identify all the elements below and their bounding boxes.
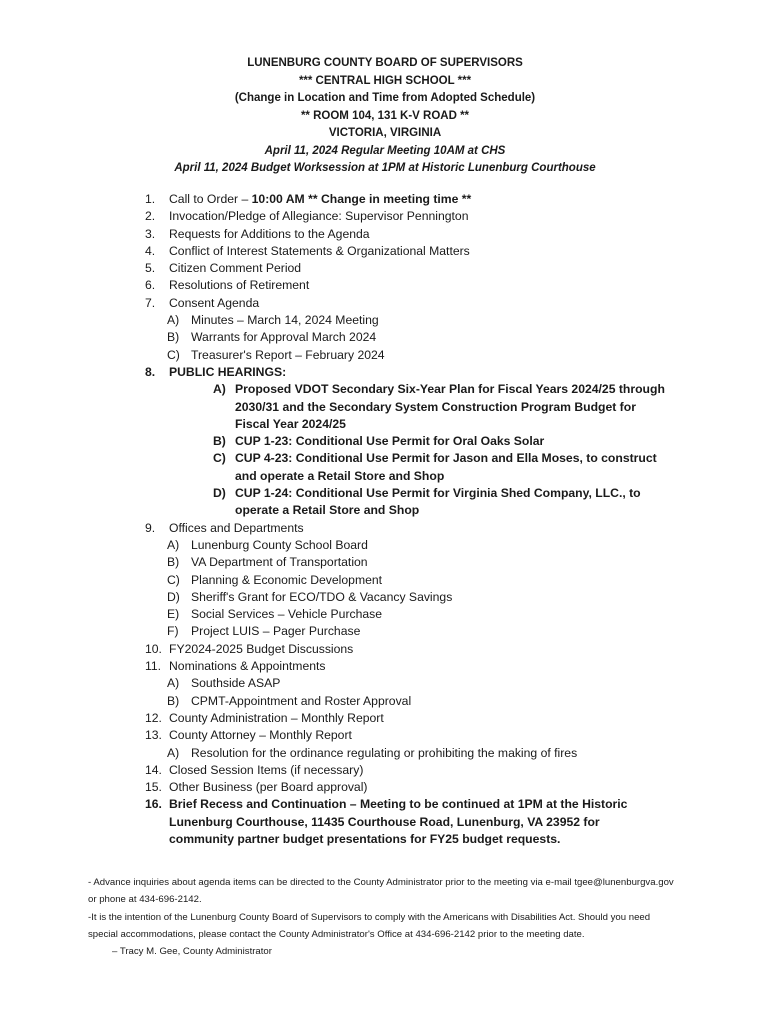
item-text: County Administration – Monthly Report [169, 710, 384, 725]
sub-item-text: CUP 1-24: Conditional Use Permit for Virginia Shed Company, LLC., to operate a Retail Store and Shop [235, 486, 641, 518]
sub-item [145, 485, 665, 520]
sub-item [145, 693, 665, 710]
sub-item [145, 745, 665, 762]
sub-item-text: VA Department of Transportation [191, 555, 368, 570]
sub-item-text: CUP 4-23: Conditional Use Permit for Jason and Ella Moses, to construct and operate a Retail Store and Shop [235, 451, 657, 483]
agenda-item [145, 727, 665, 744]
item-number: 7. [145, 295, 156, 310]
sub-item-letter: B) [167, 693, 180, 708]
sub-item-letter: B) [213, 434, 226, 449]
item-number: 4. [145, 243, 156, 258]
item-number: 11. [145, 659, 162, 674]
item-text: Resolutions of Retirement [169, 278, 310, 293]
sub-item [145, 675, 665, 692]
sub-item-letter: C) [213, 451, 226, 466]
item-number: 5. [145, 261, 156, 276]
item-text: Other Business (per Board approval) [169, 780, 368, 795]
sub-item-text: Sheriff's Grant for ECO/TDO & Vacancy Savings [191, 589, 453, 604]
agenda-item [145, 277, 665, 294]
sub-item-text: Resolution for the ordinance regulating or prohibiting the making of fires [191, 745, 578, 760]
agenda-item [145, 191, 665, 208]
room-address: ** ROOM 104, 131 K-V ROAD ** [300, 109, 470, 122]
sub-item-text: Project LUIS – Pager Purchase [191, 624, 361, 639]
agenda-item [145, 260, 665, 277]
sub-item [145, 329, 665, 346]
sub-item-letter: E) [167, 607, 180, 622]
item-number: 6. [145, 278, 156, 293]
sub-item-text: Minutes – March 14, 2024 Meeting [191, 313, 379, 328]
agenda-item [145, 641, 665, 658]
sub-item [145, 572, 665, 589]
item-text: Brief Recess and Continuation – Meeting to be continued at 1PM at the Historic Lunenburg Courthouse, 11435 Courthouse Road, Lunenburg, VA 23952 for community partner budget presentations for FY25 budget requests. [169, 797, 628, 846]
agenda-item [145, 796, 665, 848]
sub-item-text: Lunenburg County School Board [191, 537, 368, 552]
sub-item-letter: B) [167, 555, 180, 570]
item-number: 8. [145, 364, 156, 379]
sub-item [145, 381, 665, 433]
sub-item [145, 347, 665, 364]
item-number: 2. [145, 209, 156, 224]
sub-item-letter: A) [167, 676, 180, 691]
sub-item-text: CPMT-Appointment and Roster Approval [191, 693, 412, 708]
sub-item-letter: A) [167, 537, 180, 552]
change-notice: (Change in Location and Time from Adopted Schedule) [234, 92, 536, 104]
item-number: 9. [145, 520, 156, 535]
board-title: LUNENBURG COUNTY BOARD OF SUPERVISORS [247, 57, 523, 69]
sub-item-letter: F) [167, 624, 179, 639]
item-text: Citizen Comment Period [169, 261, 302, 276]
agenda-header [0, 55, 770, 178]
sub-item-text: Proposed VDOT Secondary Six-Year Plan for Fiscal Years 2024/25 through 2030/31 and the Secondary System Construction Program Budget for Fiscal Year 2024/25 [235, 382, 665, 431]
agenda-item [145, 762, 665, 779]
agenda-footer [88, 874, 678, 960]
budget-worksession-line: April 11, 2024 Budget Worksession at 1PM at Historic Lunenburg Courthouse [174, 162, 596, 174]
item-number: 3. [145, 226, 156, 241]
item-number: 10. [145, 641, 162, 656]
item-number: 12. [145, 710, 162, 725]
sub-item-letter: A) [167, 745, 180, 760]
agenda-item [145, 208, 665, 225]
sub-item-letter: C) [167, 347, 180, 362]
item-text: Requests for Additions to the Agenda [169, 226, 370, 241]
sub-item [145, 450, 665, 485]
inquiry-note: - Advance inquiries about agenda items can be directed to the County Administrator prior to the meeting via e-mail tgee@lunenburgva.gov or phone at 434-696-2142. [88, 877, 674, 906]
ada-note: -It is the intention of the Lunenburg County Board of Supervisors to comply with the Americans with Disabilities Act. Should you need special accommodations, please contact the County Administrator's Office at 434-696-2142 prior to the meeting date. [88, 911, 651, 940]
item-text: Consent Agenda [169, 295, 260, 310]
agenda-item [145, 364, 665, 381]
item-text: County Attorney – Monthly Report [169, 728, 352, 743]
item-text: Call to Order – [169, 192, 252, 206]
sub-item-letter: A) [167, 313, 180, 328]
agenda-item [145, 243, 665, 260]
administrator-signature: – Tracy M. Gee, County Administrator [112, 946, 272, 958]
item-text: PUBLIC HEARINGS: [169, 364, 287, 379]
agenda-list [145, 191, 665, 848]
agenda-item [145, 779, 665, 796]
city-state: VICTORIA, VIRGINIA [328, 127, 442, 139]
agenda-item [145, 226, 665, 243]
sub-item [145, 589, 665, 606]
item-text: Nominations & Appointments [169, 659, 326, 674]
meeting-time-change: 10:00 AM ** Change in meeting time ** [251, 192, 472, 206]
agenda-item [145, 295, 665, 312]
sub-item-letter: A) [213, 382, 226, 397]
sub-item [145, 433, 665, 450]
item-number: 15. [145, 780, 162, 795]
sub-item [145, 623, 665, 640]
sub-item [145, 312, 665, 329]
sub-item [145, 537, 665, 554]
agenda-item [145, 658, 665, 675]
sub-item-text: Social Services – Vehicle Purchase [191, 607, 383, 622]
item-text: Conflict of Interest Statements & Organizational Matters [169, 243, 470, 258]
item-number: 13. [145, 728, 162, 743]
sub-item-text: Planning & Economic Development [191, 572, 383, 587]
item-text: Offices and Departments [169, 520, 304, 535]
item-number: 16. [145, 797, 162, 812]
regular-meeting-line: April 11, 2024 Regular Meeting 10AM at CHS [264, 144, 506, 157]
sub-item-letter: C) [167, 572, 180, 587]
sub-item-letter: D) [213, 486, 226, 501]
item-number: 1. [145, 192, 156, 206]
sub-item-text: Treasurer's Report – February 2024 [191, 347, 385, 362]
item-number: 14. [145, 762, 162, 777]
sub-item [145, 554, 665, 571]
item-text: FY2024-2025 Budget Discussions [169, 641, 354, 656]
item-text: Invocation/Pledge of Allegiance: Supervisor Pennington [169, 209, 469, 224]
sub-item-text: Southside ASAP [191, 676, 281, 691]
sub-item [145, 606, 665, 623]
agenda-item [145, 710, 665, 727]
sub-item-letter: D) [167, 589, 180, 604]
sub-item-text: CUP 1-23: Conditional Use Permit for Oral Oaks Solar [235, 434, 545, 449]
agenda-item [145, 520, 665, 537]
location-name: *** CENTRAL HIGH SCHOOL *** [298, 74, 472, 87]
item-text: Closed Session Items (if necessary) [169, 762, 364, 777]
sub-item-text: Warrants for Approval March 2024 [191, 330, 377, 345]
sub-item-letter: B) [167, 330, 180, 345]
